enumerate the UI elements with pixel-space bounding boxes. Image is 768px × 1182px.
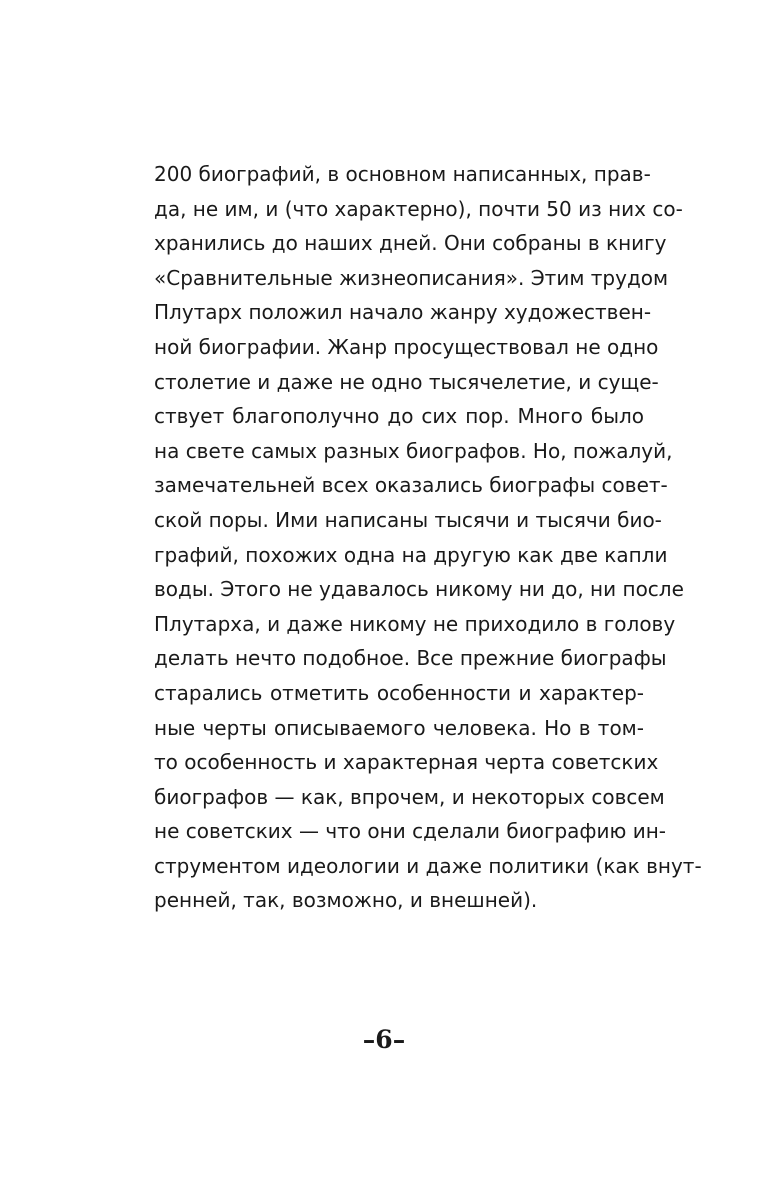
text-line: замечательней всех оказались биографы совет- [154, 473, 668, 498]
text-line: ренней, так, возможно, и внешней). [154, 888, 538, 913]
text-line: «Сравнительные жизнеописания». Этим трудом [154, 265, 669, 290]
text-line: графий, похожих одна на другую как две капли [154, 542, 668, 567]
text-line: струментом идеологии и даже политики (как внут- [154, 853, 702, 878]
text-line: 200 биографий, в основном написанных, прав- [154, 162, 651, 186]
text-line: на свете самых разных биографов. Но, пожалуй, [154, 438, 673, 463]
text-line: хранились до наших дней. Они собраны в книгу [154, 231, 667, 256]
text-line: Плутарх положил начало жанру художествен- [154, 300, 652, 325]
text-line: ской поры. Ими написаны тысячи и тысячи био- [154, 507, 662, 532]
text-line: ные черты описываемого человека. Но в том- [154, 715, 644, 740]
text-line: не советских — что они сделали биографию ин- [154, 819, 666, 844]
text-line: ствует благополучно до сих пор. Много было [154, 404, 644, 429]
text-line: воды. Этого не удавалось никому ни до, ни после [154, 577, 684, 602]
text-line: биографов — как, впрочем, и некоторых совсем [154, 784, 665, 809]
text-line: делать нечто подобное. Все прежние биографы [154, 646, 667, 671]
text-line: да, не им, и (что характерно), почти 50 из них со- [154, 196, 683, 221]
text-line: то особенность и характерная черта советских [154, 750, 659, 775]
body-text [154, 157, 702, 918]
page-number: –6– [362, 1025, 406, 1054]
text-line: ной биографии. Жанр просуществовал не одно [154, 334, 659, 359]
text-line: Плутарха, и даже никому не приходило в голову [154, 611, 676, 636]
text-line: столетие и даже не одно тысячелетие, и суще- [154, 369, 659, 394]
text-line: старались отметить особенности и характер- [154, 680, 644, 705]
